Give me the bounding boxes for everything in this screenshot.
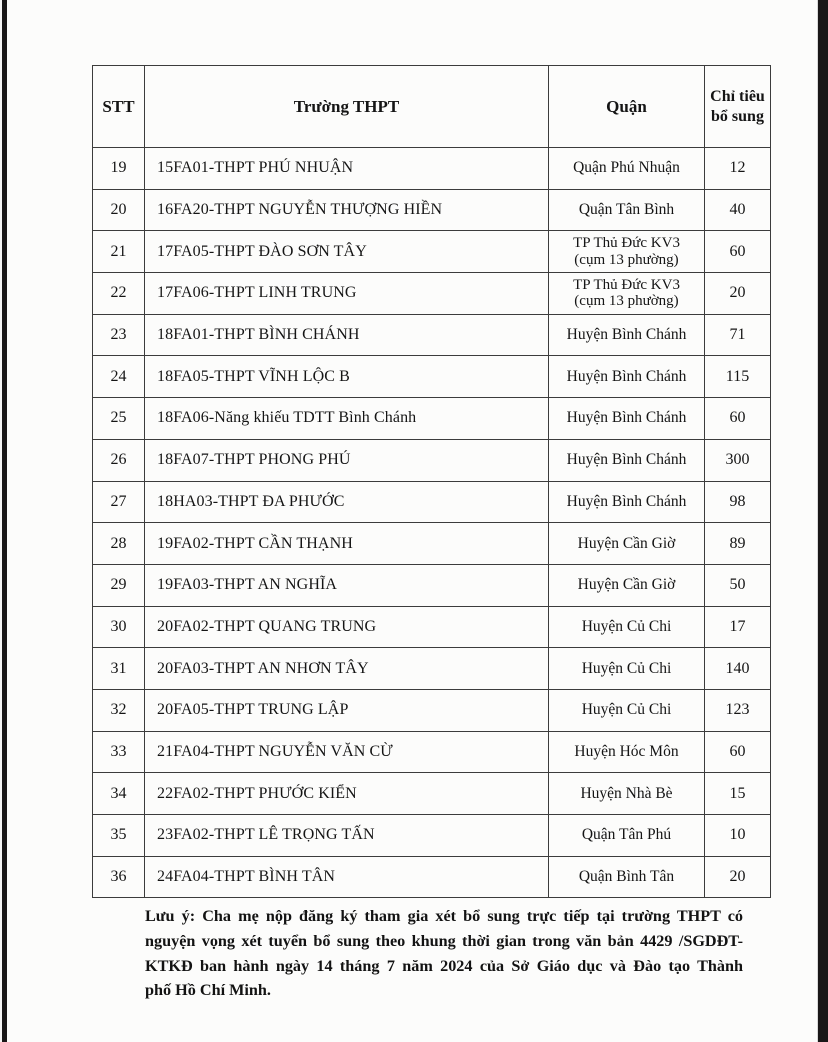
school-name: 21FA04-THPT NGUYỄN VĂN CỪ [145, 731, 549, 773]
district-name [549, 273, 705, 315]
quota-value: 15 [705, 773, 771, 815]
header-district: Quận [549, 66, 705, 148]
table-row [93, 773, 771, 815]
school-name: 18FA01-THPT BÌNH CHÁNH [145, 314, 549, 356]
school-name: 18FA05-THPT VĨNH LỘC B [145, 356, 549, 398]
row-number: 20 [93, 189, 145, 231]
row-number: 19 [93, 148, 145, 190]
school-name: 18HA03-THPT ĐA PHƯỚC [145, 481, 549, 523]
school-name: 17FA05-THPT ĐÀO SƠN TÂY [145, 231, 549, 273]
school-name: 18FA06-Năng khiếu TDTT Bình Chánh [145, 398, 549, 440]
table-row [93, 648, 771, 690]
table-row [93, 815, 771, 857]
row-number: 34 [93, 773, 145, 815]
school-name: 20FA05-THPT TRUNG LẬP [145, 689, 549, 731]
table-row [93, 189, 771, 231]
district-name: Huyện Củ Chi [549, 606, 705, 648]
district-name [549, 231, 705, 273]
note-line: KTKĐ ban hành ngày 14 tháng 7 năm 2024 của Sở Giáo dục và Đào tạo Thành [145, 956, 743, 975]
note-line: Lưu ý: Cha mẹ nộp đăng ký tham gia xét bổ sung trực tiếp tại trường THPT có [145, 907, 743, 925]
note-line: nguyện vọng xét tuyển bổ sung theo khung thời gian trong văn bản 4429 /SGDĐT- [145, 931, 743, 950]
district-name: Quận Tân Phú [549, 815, 705, 857]
table-row [93, 148, 771, 190]
school-name: 17FA06-THPT LINH TRUNG [145, 273, 549, 315]
quota-value: 89 [705, 523, 771, 565]
school-name: 22FA02-THPT PHƯỚC KIỂN [145, 773, 549, 815]
quota-value: 20 [705, 273, 771, 315]
left-edge-bar [0, 0, 7, 1042]
school-name: 19FA03-THPT AN NGHĨA [145, 564, 549, 606]
quota-value: 40 [705, 189, 771, 231]
district-name: Huyện Cần Giờ [549, 523, 705, 565]
table-row [93, 398, 771, 440]
row-number: 31 [93, 648, 145, 690]
quota-value: 123 [705, 689, 771, 731]
row-number: 29 [93, 564, 145, 606]
quota-value: 50 [705, 564, 771, 606]
school-name: 24FA04-THPT BÌNH TÂN [145, 856, 549, 898]
quota-value: 60 [705, 731, 771, 773]
district-name: Huyện Hóc Môn [549, 731, 705, 773]
row-number: 24 [93, 356, 145, 398]
district-name: Quận Bình Tân [549, 856, 705, 898]
row-number: 23 [93, 314, 145, 356]
row-number: 35 [93, 815, 145, 857]
school-name: 20FA02-THPT QUANG TRUNG [145, 606, 549, 648]
quota-value: 60 [705, 231, 771, 273]
row-number: 27 [93, 481, 145, 523]
district-name: Huyện Cần Giờ [549, 564, 705, 606]
table-row [93, 856, 771, 898]
district-name: Quận Tân Bình [549, 189, 705, 231]
row-number: 22 [93, 273, 145, 315]
district-name: Huyện Bình Chánh [549, 398, 705, 440]
quota-value: 300 [705, 439, 771, 481]
table-row [93, 273, 771, 315]
admission-quota-table [92, 65, 771, 898]
header-quota: Chỉ tiêu bổ sung [705, 66, 771, 148]
table-row [93, 481, 771, 523]
school-name: 15FA01-THPT PHÚ NHUẬN [145, 148, 549, 190]
school-name: 20FA03-THPT AN NHƠN TÂY [145, 648, 549, 690]
note-line: phố Hồ Chí Minh. [145, 981, 271, 1000]
table-row [93, 731, 771, 773]
row-number: 32 [93, 689, 145, 731]
table-row [93, 523, 771, 565]
header-stt: STT [93, 66, 145, 148]
quota-value: 140 [705, 648, 771, 690]
table-row [93, 356, 771, 398]
school-name: 19FA02-THPT CẦN THẠNH [145, 523, 549, 565]
table-row [93, 439, 771, 481]
table-row [93, 606, 771, 648]
row-number: 25 [93, 398, 145, 440]
district-name-text: TP Thủ Đức KV3 (cụm 13 phường) [573, 234, 680, 268]
quota-value: 60 [705, 398, 771, 440]
table-row [93, 231, 771, 273]
row-number: 28 [93, 523, 145, 565]
right-edge-bar [817, 0, 828, 1042]
district-name: Huyện Củ Chi [549, 689, 705, 731]
header-school: Trường THPT [145, 66, 549, 148]
row-number: 30 [93, 606, 145, 648]
quota-value: 10 [705, 815, 771, 857]
school-name: 18FA07-THPT PHONG PHÚ [145, 439, 549, 481]
row-number: 36 [93, 856, 145, 898]
quota-value: 115 [705, 356, 771, 398]
school-name: 16FA20-THPT NGUYỄN THƯỢNG HIỀN [145, 189, 549, 231]
quota-value: 17 [705, 606, 771, 648]
district-name: Huyện Bình Chánh [549, 439, 705, 481]
table-row [93, 314, 771, 356]
footnote [145, 904, 743, 1003]
row-number: 26 [93, 439, 145, 481]
table-row [93, 689, 771, 731]
row-number: 21 [93, 231, 145, 273]
district-name: Quận Phú Nhuận [549, 148, 705, 190]
quota-value: 12 [705, 148, 771, 190]
school-name: 23FA02-THPT LÊ TRỌNG TẤN [145, 815, 549, 857]
quota-value: 98 [705, 481, 771, 523]
quota-value: 71 [705, 314, 771, 356]
district-name: Huyện Bình Chánh [549, 481, 705, 523]
table-row [93, 564, 771, 606]
quota-value: 20 [705, 856, 771, 898]
table-header-row [93, 66, 771, 148]
district-name: Huyện Nhà Bè [549, 773, 705, 815]
district-name: Huyện Bình Chánh [549, 314, 705, 356]
district-name: Huyện Bình Chánh [549, 356, 705, 398]
row-number: 33 [93, 731, 145, 773]
district-name: Huyện Củ Chi [549, 648, 705, 690]
district-name-text: TP Thủ Đức KV3 (cụm 13 phường) [573, 276, 680, 310]
